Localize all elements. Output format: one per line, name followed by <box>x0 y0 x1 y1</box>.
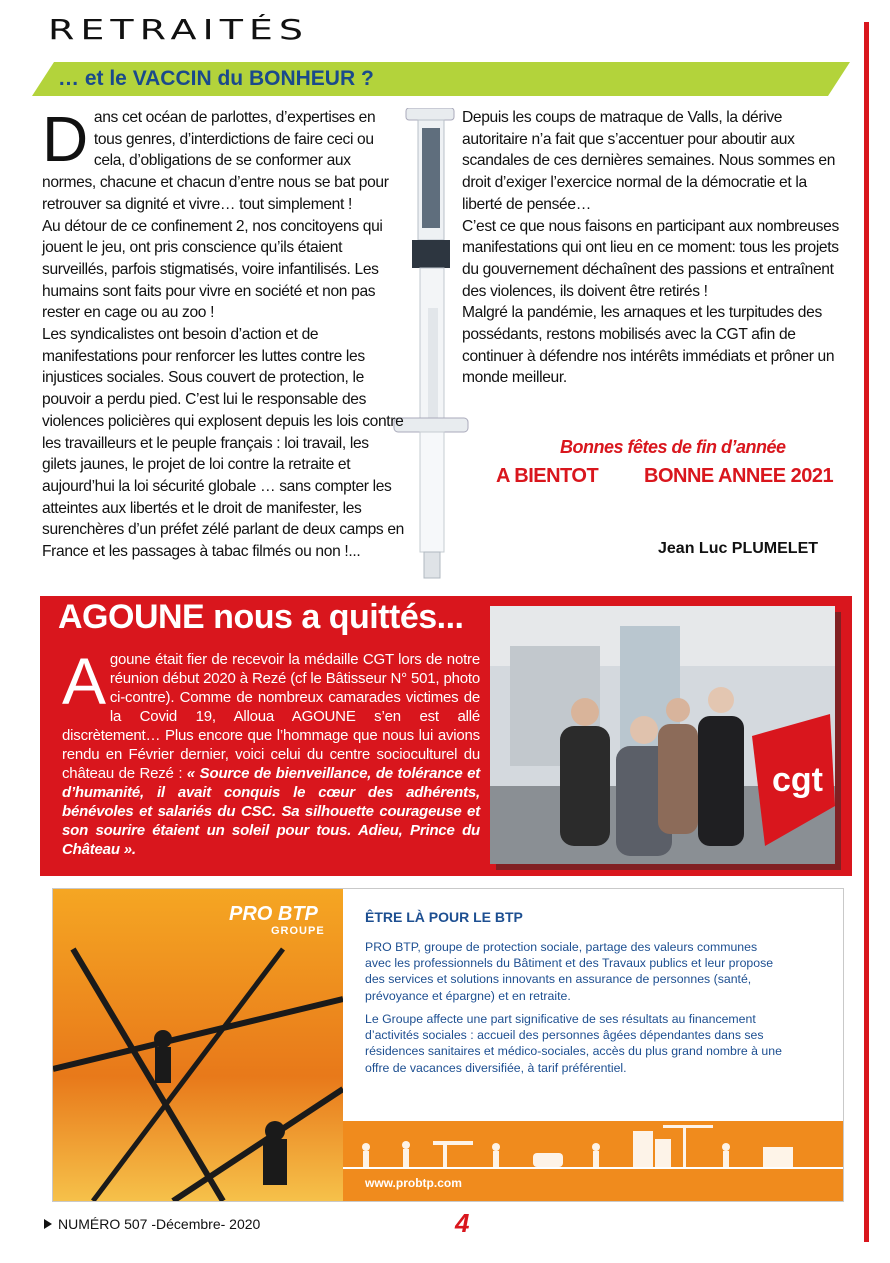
ad-url-link[interactable]: www.probtp.com <box>365 1176 462 1190</box>
page-number: 4 <box>455 1208 470 1238</box>
ad-paragraph: Le Groupe affecte une part significative de ses résultats au financement d’activités sociales : accueil des personnes âgées dépendantes dans ses résidences sanitaires et médico-sociales, accès du plus grand nombre à une offre de vacances diversifiée, à tarif préférentiel. <box>365 1012 782 1075</box>
triangle-icon <box>44 1219 52 1229</box>
cgt-flag-text: cgt <box>772 761 823 799</box>
article-paragraph: Les syndicalistes ont besoin d’action et de manifestations pour renforcer les luttes contre les injustices sociales. Sous couvert de protection, le pouvoir a perdu pied. C’est lui le responsable des violences policières qui explosent depuis les lois contre les travailleurs et le peuple français : loi travail, les gilets jaunes, le projet de loi contre la retraite et aujourd’hui la loi sécurité globale … sans compter les atteintes aux libertés et le droit de manifester, les surenchères d’un préfet zélé parlant de deux camps en France et les passages à tabac filmés ou non !... <box>42 326 404 561</box>
drop-cap: D <box>42 103 88 175</box>
group-photo <box>490 606 835 864</box>
tribute-text <box>62 644 481 859</box>
page-border <box>864 22 869 1242</box>
section-title: RETRAITÉS <box>48 14 310 46</box>
article-right-column <box>462 107 840 389</box>
article-headline: … et le VACCIN du BONHEUR ? <box>58 67 374 90</box>
issue-number: NUMÉRO 507 -Décembre- 2020 <box>58 1216 261 1232</box>
tribute-quote: « Source de bienveillance, de tolérance et d’humanité, il avait conquis le cœur des adhérents, bénévoles et salariés du CSC. Sa silhouette courageuse et son sourire étaient un soleil pour tous. Adieu, Prince du Château ». <box>62 765 481 858</box>
drop-cap: A <box>62 644 106 718</box>
tribute-body: goune était fier de recevoir la médaille CGT lors de notre réunion début 2020 à Rezé (cf le Bâtisseur N° 501, photo ci-contre). Comme de nombreux camarades victimes de la Covid 19, Alloua AGOUNE s’en est allé discrètement… Plus encore que l’hommage que nous lui avions rendu en Février dernier, voici celui du centre socioculturel du château de Rezé : <box>62 651 480 782</box>
article-paragraph: Au détour de ce confinement 2, nos concitoyens qui jouent le jeu, ont pris conscience qu’ils étaient surveillés, parfois stigmatisés, voire infantilisés. Les humains sont faits pour vivre en société et non pas rester en cage ou au zoo ! <box>42 217 383 322</box>
city-silhouette-icon <box>343 1121 843 1171</box>
probtp-logo: PRO BTP <box>229 903 318 925</box>
article-paragraph: C’est ce que nous faisons en participant aux nombreuses manifestations qui ont lieu en ce moment: tous les projets du gouvernement déchaînent des passions et entraînent des violences, ils doivent être retirés ! <box>462 217 839 300</box>
article-left-column <box>42 103 404 563</box>
tribute-title: AGOUNE nous a quittés... <box>58 598 464 636</box>
probtp-advertisement <box>52 888 844 1202</box>
probtp-logo-subtitle: GROUPE <box>271 925 325 937</box>
ad-paragraph: PRO BTP, groupe de protection sociale, partage des valeurs communes avec les professionnels du Bâtiment et des Travaux publics et leur propose des services et solutions innovants en assurance de personnes (santé, prévoyance et épargne) et en retraite. <box>365 940 774 1003</box>
sign-off-left: A BIENTOT <box>496 465 599 487</box>
article-paragraph: ans cet océan de parlottes, d’expertises en tous genres, d’interdictions de faire ceci ou cela, d’obligations de se conformer aux normes, chacune et chacun d’entre nous se bat pour retrouver sa dignité et vivre… tout simplement ! <box>42 109 389 213</box>
article-paragraph: Depuis les coups de matraque de Valls, la dérive autoritaire n’a fait que s’accentuer pour aboutir aux scandales de ces dernières semaines. Nous sommes en droit d’exiger l’exercice normal de la démocratie et la liberté de pensée… <box>462 109 836 213</box>
issue-line <box>44 1216 260 1232</box>
sign-off-right: BONNE ANNEE 2021 <box>644 465 834 487</box>
ad-heading: ÊTRE LÀ POUR LE BTP <box>365 909 523 925</box>
holiday-greeting: Bonnes fêtes de fin d’année <box>560 437 786 457</box>
article-paragraph: Malgré la pandémie, les arnaques et les turpitudes des possédants, restons mobilisés avec la CGT afin de continuer à défendre nos intérêts immédiats et prôner un monde meilleur. <box>462 304 835 387</box>
author-name: Jean Luc PLUMELET <box>658 540 819 557</box>
